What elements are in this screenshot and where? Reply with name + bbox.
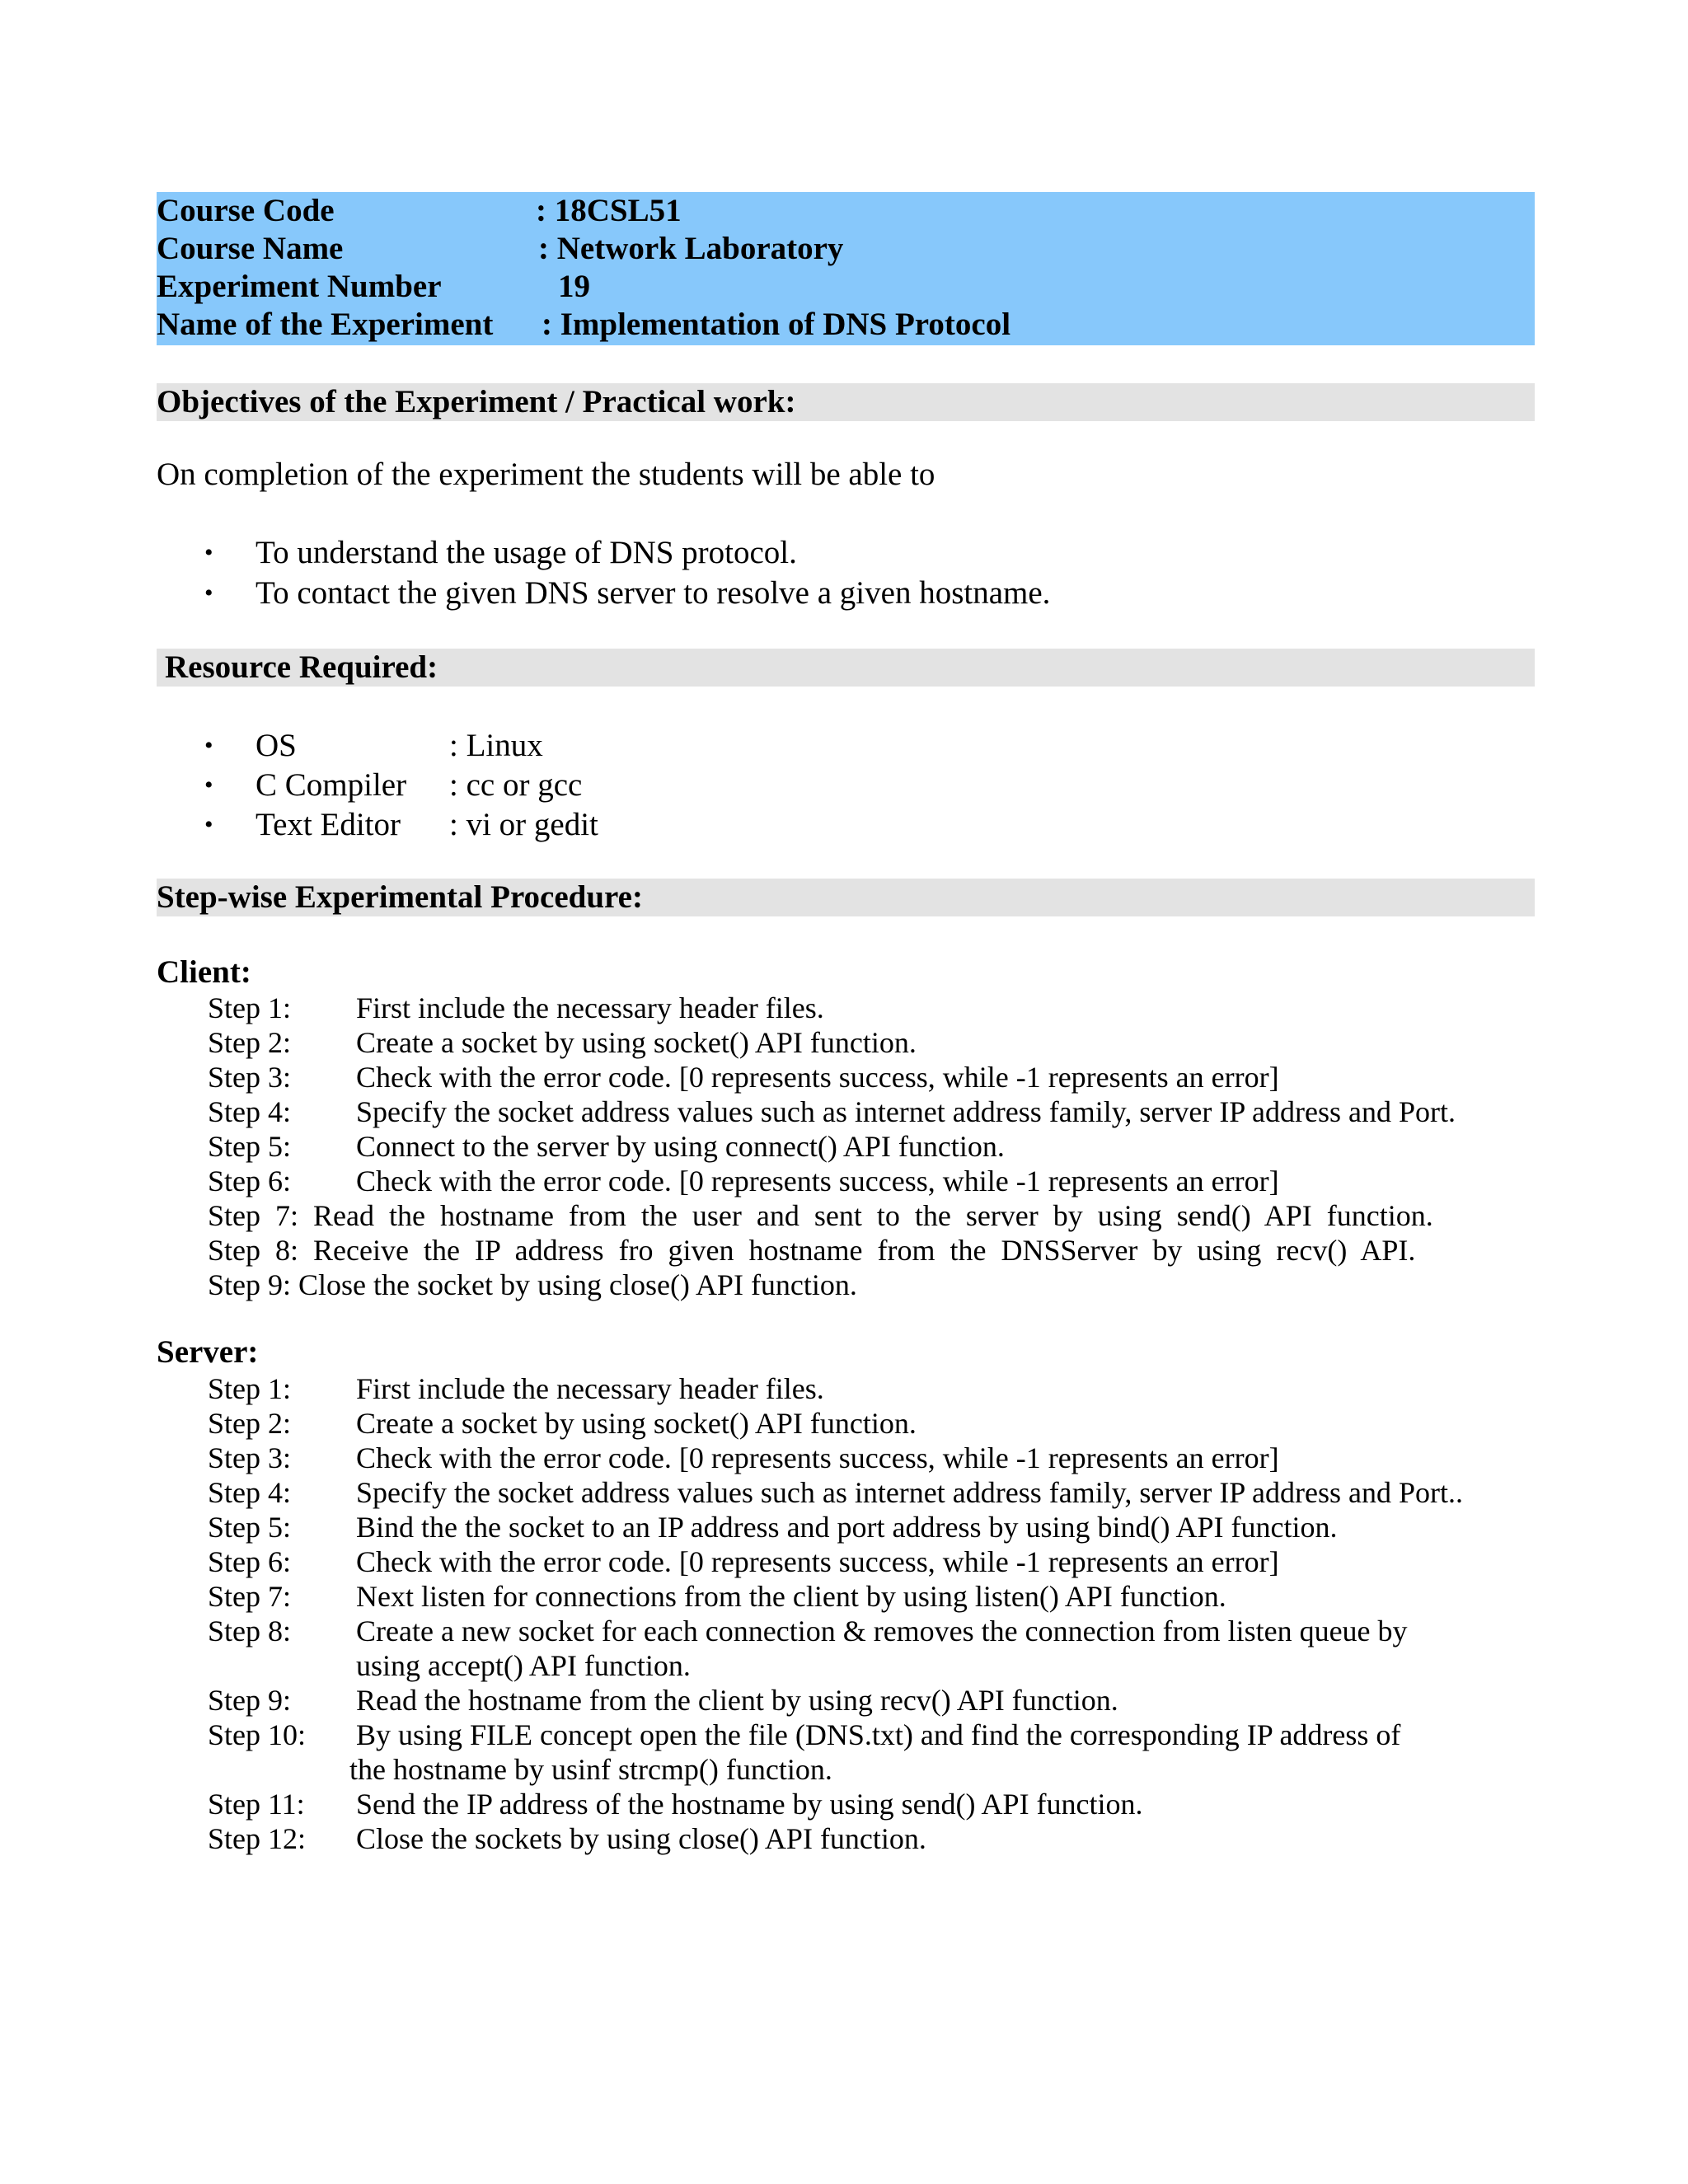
client-step-9 [208,1268,857,1302]
resource-os-name: OS [256,728,297,763]
resource-compiler-value: : cc or gcc [449,767,583,803]
step-text: Specify the socket address values such as internet address family, server IP address and Port. [356,1095,1456,1128]
step-text: Receive the IP address fro given hostname from the DNSServer by using recv() API. [313,1234,1416,1267]
course-info-block [157,192,1535,345]
step-text: Connect to the server by using connect() API function. [356,1130,1005,1163]
client-heading: Client: [157,954,251,990]
step-number: Step 5: [208,1130,292,1163]
resource-compiler-name: C Compiler [256,767,407,803]
step-text: Specify the socket address values such as internet address family, server IP address and Port.. [356,1476,1463,1509]
experiment-name-value: : Implementation of DNS Protocol [542,307,1011,342]
step-text: First include the necessary header files. [356,991,824,1024]
step-text: Create a new socket for each connection & removes the connection from listen queue by [356,1615,1408,1647]
step-number: Step 7: [208,1199,299,1232]
step-number: Step 8: [208,1615,292,1647]
step-number: Step 1: [208,991,292,1024]
step-text: Read the hostname from the client by using recv() API function. [356,1684,1118,1717]
step-number: Step 9: [208,1268,292,1301]
objective-item-1: To understand the usage of DNS protocol. [256,535,797,570]
procedure-heading: Step-wise Experimental Procedure: [157,879,1535,916]
course-code-label: Course Code [157,193,335,228]
course-name-value: : Network Laboratory [538,231,844,266]
experiment-number-value: 19 [558,269,590,304]
step-text: Next listen for connections from the client by using listen() API function. [356,1580,1226,1613]
objective-item-2: To contact the given DNS server to resolve a given hostname. [256,575,1051,611]
step-text: Create a socket by using socket() API function. [356,1407,917,1440]
resource-os-value: : Linux [449,728,543,763]
resource-editor-name: Text Editor [256,807,401,842]
step-number: Step 3: [208,1441,292,1474]
course-name-label: Course Name [157,231,344,266]
step-text: Check with the error code. [0 represents success, while -1 represents an error] [356,1165,1279,1197]
experiment-name-label: Name of the Experiment [157,307,494,342]
step-text: Send the IP address of the hostname by using send() API function. [356,1788,1143,1821]
step-text: using accept() API function. [356,1649,691,1682]
bullet-icon: • [204,732,213,759]
step-number: Step 8: [208,1234,299,1267]
step-text: Close the socket by using close() API function. [298,1268,857,1301]
step-number: Step 12: [208,1822,307,1855]
client-step-8 [208,1233,1415,1268]
client-step-7 [208,1198,1433,1233]
step-number: Step 2: [208,1407,292,1440]
experiment-number-label: Experiment Number [157,269,442,304]
step-text: Read the hostname from the user and sent to the server by using send() API function. [313,1199,1433,1232]
step-number: Step 5: [208,1511,292,1544]
bullet-icon: • [204,811,213,838]
resource-editor-value: : vi or gedit [449,807,598,842]
step-number: Step 3: [208,1061,292,1094]
resources-heading: Resource Required: [157,649,1535,687]
bullet-icon: • [204,771,213,799]
step-text: Create a socket by using socket() API function. [356,1026,917,1059]
step-text: Bind the the socket to an IP address and port address by using bind() API function. [356,1511,1338,1544]
step-text: First include the necessary header files. [356,1372,824,1405]
step-text: Check with the error code. [0 represents success, while -1 represents an error] [356,1545,1279,1578]
step-text: the hostname by usinf strcmp() function. [349,1753,832,1786]
step-number: Step 1: [208,1372,292,1405]
step-number: Step 2: [208,1026,292,1059]
objectives-intro: On completion of the experiment the students will be able to [157,457,935,492]
step-number: Step 4: [208,1476,292,1509]
bullet-icon: • [204,579,213,607]
step-number: Step 11: [208,1788,305,1821]
step-number: Step 7: [208,1580,292,1613]
step-number: Step 9: [208,1684,292,1717]
step-text: Check with the error code. [0 represents success, while -1 represents an error] [356,1061,1279,1094]
step-text: Check with the error code. [0 represents success, while -1 represents an error] [356,1441,1279,1474]
step-number: Step 10: [208,1718,307,1751]
step-text: By using FILE concept open the file (DNS.txt) and find the corresponding IP address of [356,1718,1401,1751]
server-heading: Server: [157,1334,259,1370]
bullet-icon: • [204,539,213,566]
step-number: Step 6: [208,1165,292,1197]
objectives-heading: Objectives of the Experiment / Practical work: [157,383,1535,421]
step-number: Step 4: [208,1095,292,1128]
step-text: Close the sockets by using close() API function. [356,1822,926,1855]
step-number: Step 6: [208,1545,292,1578]
course-code-value: : 18CSL51 [536,193,682,228]
